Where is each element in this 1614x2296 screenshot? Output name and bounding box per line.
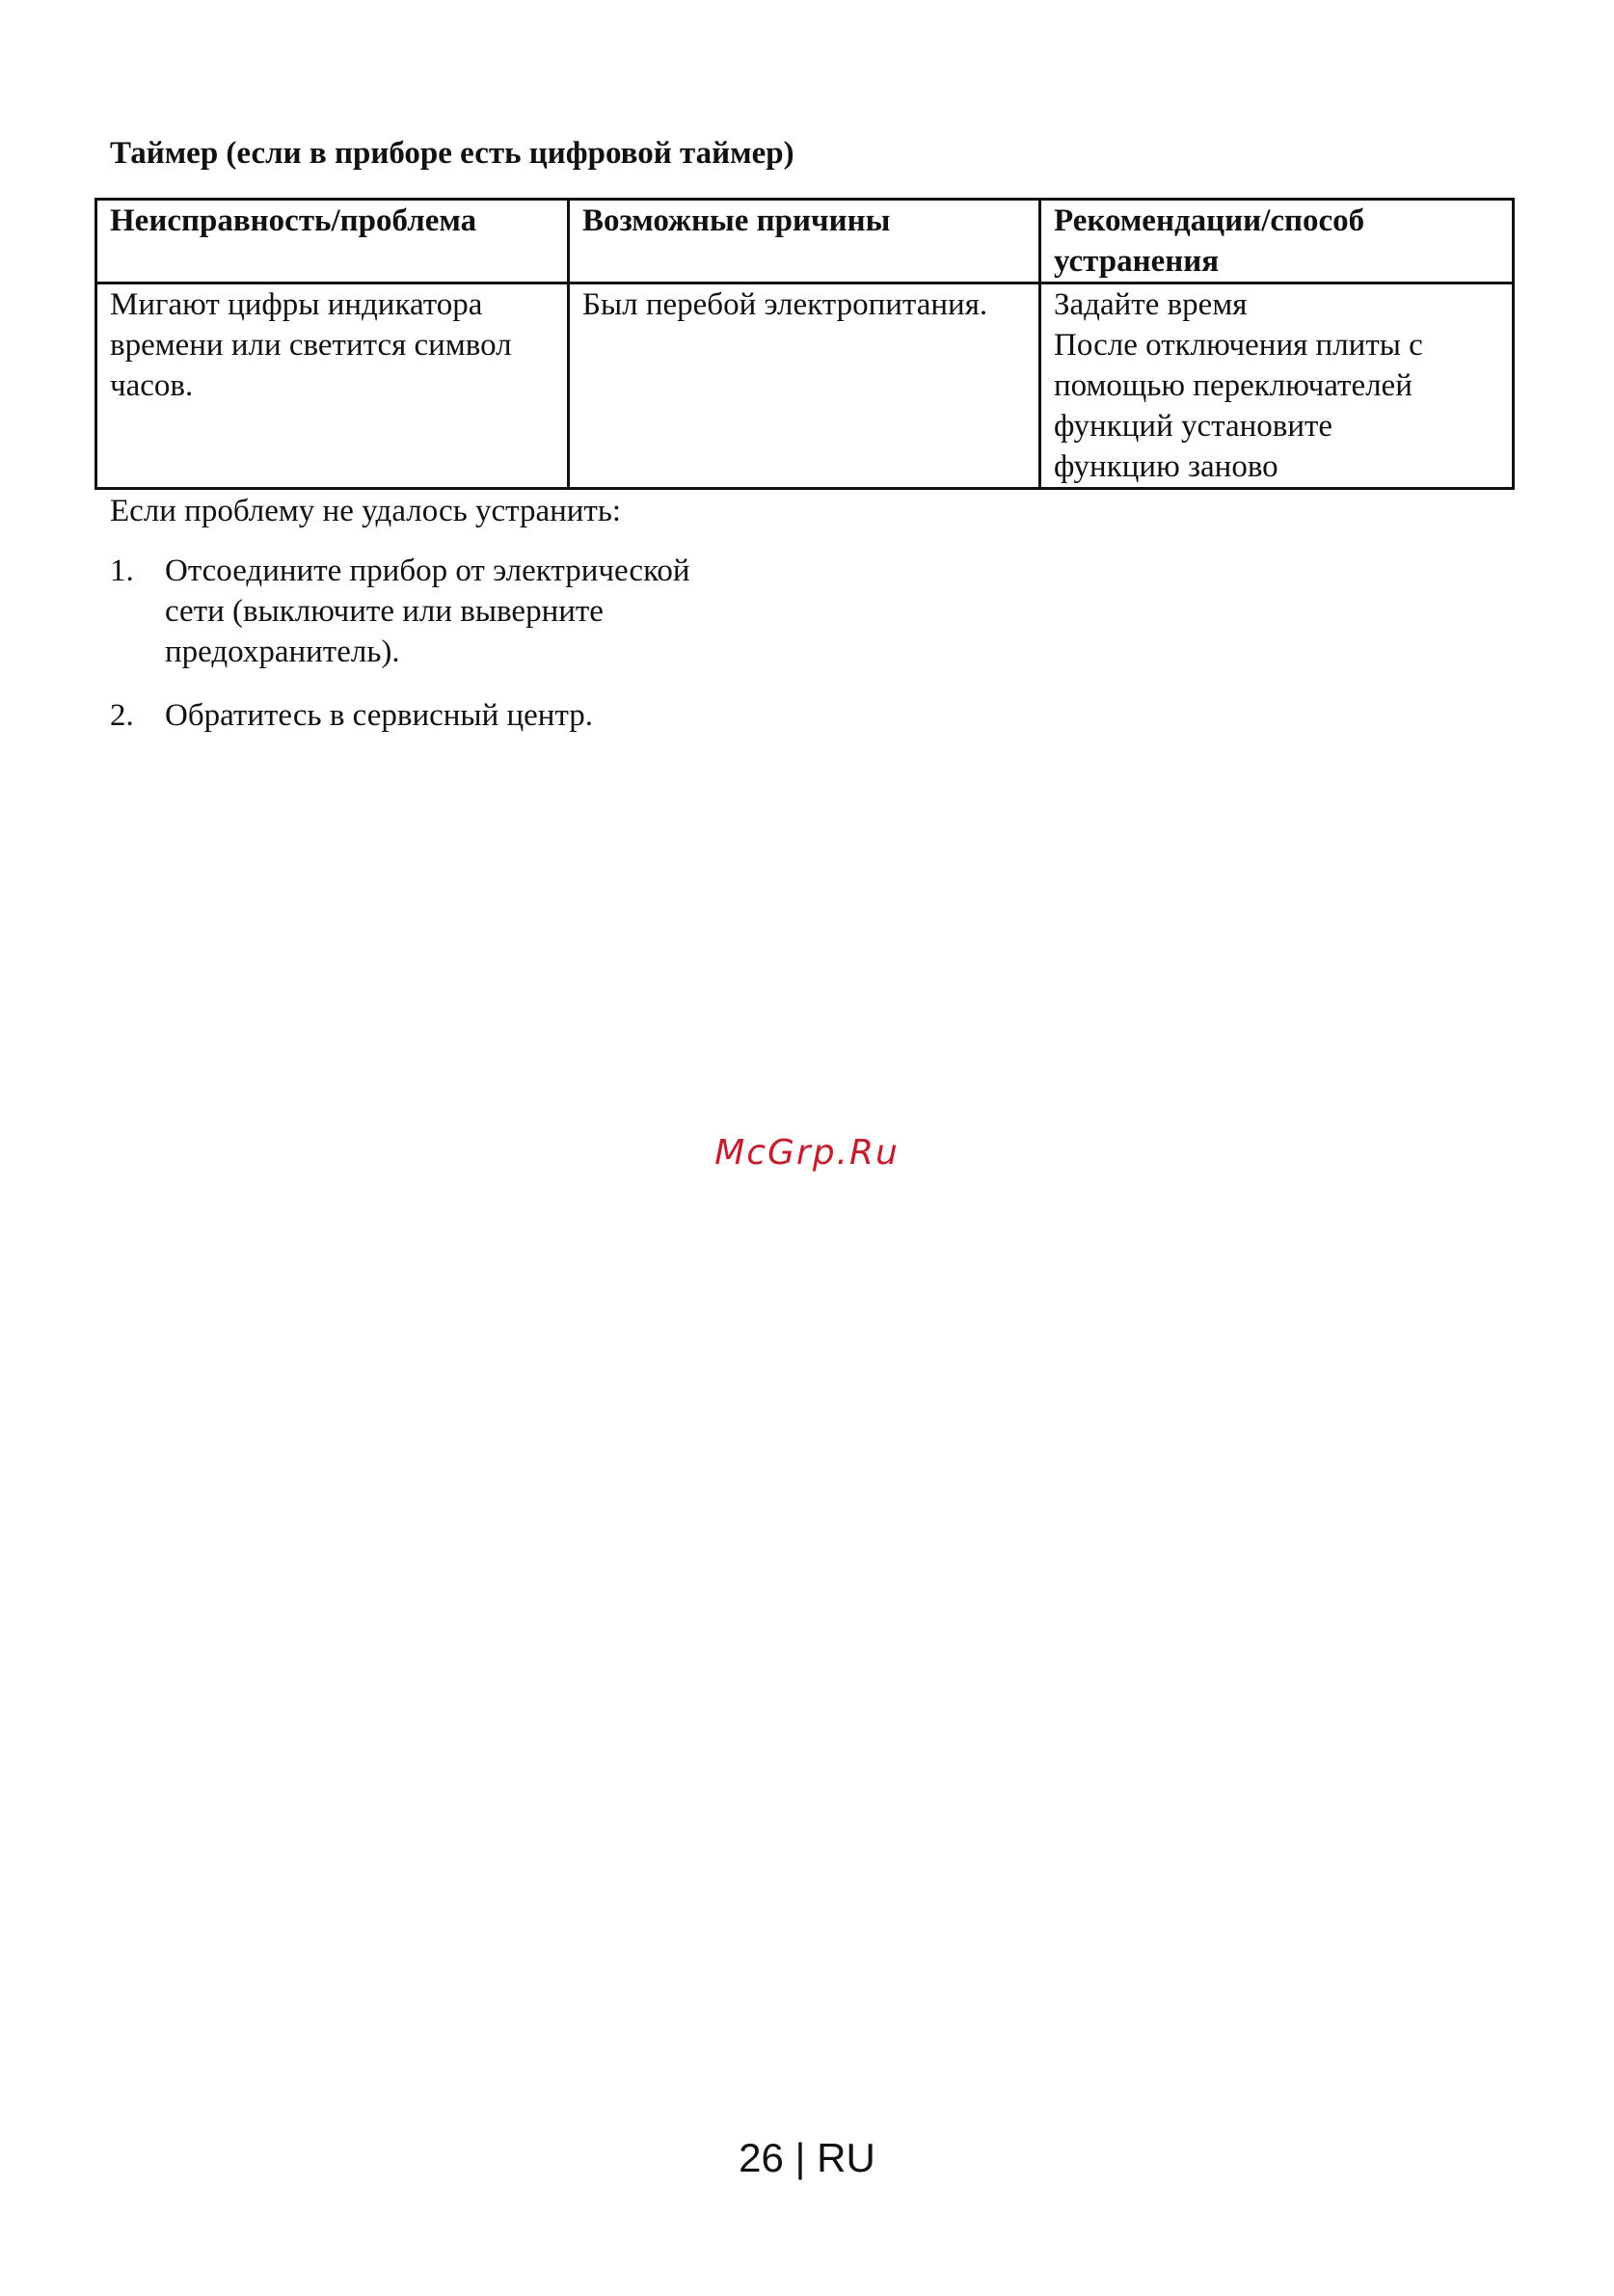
table-header-row [96, 200, 1514, 284]
solution-line: функцию заново [1054, 449, 1278, 484]
problem-line: часов. [110, 368, 194, 403]
step-number: 1. [110, 554, 134, 588]
header-problem: Неисправность/проблема [96, 200, 569, 284]
problem-line: Мигают цифры индикатора [110, 287, 483, 322]
cell-problem [96, 284, 569, 489]
step-line: сети (выключите или выверните [165, 594, 604, 629]
section-title: Таймер (если в приборе есть цифровой таймер) [110, 136, 794, 171]
troubleshooting-table [94, 198, 1515, 490]
watermark: McGrp.Ru [714, 1133, 900, 1173]
header-causes: Возможные причины [569, 200, 1040, 284]
cause-line: Был перебой электропитания. [582, 287, 988, 322]
steps-list [110, 551, 785, 759]
solution-line: После отключения плиты с [1054, 328, 1423, 363]
step-line: Отсоедините прибор от электрической [165, 554, 690, 588]
list-item [110, 695, 785, 736]
header-solution: Рекомендации/способ устранения [1040, 200, 1514, 284]
step-number: 2. [110, 698, 134, 733]
table-row [96, 284, 1514, 489]
cell-solution [1040, 284, 1514, 489]
problem-line: времени или светится символ [110, 328, 512, 363]
solution-line: функций установите [1054, 409, 1333, 444]
list-item [110, 551, 785, 672]
unresolved-note: Если проблему не удалось устранить: [110, 494, 622, 528]
step-line: Обратитесь в сервисный центр. [165, 698, 594, 733]
page-number: 26 | RU [739, 2135, 875, 2180]
cell-cause [569, 284, 1040, 489]
step-line: предохранитель). [165, 635, 400, 669]
solution-line: помощью переключателей [1054, 368, 1412, 403]
solution-line: Задайте время [1054, 287, 1248, 322]
